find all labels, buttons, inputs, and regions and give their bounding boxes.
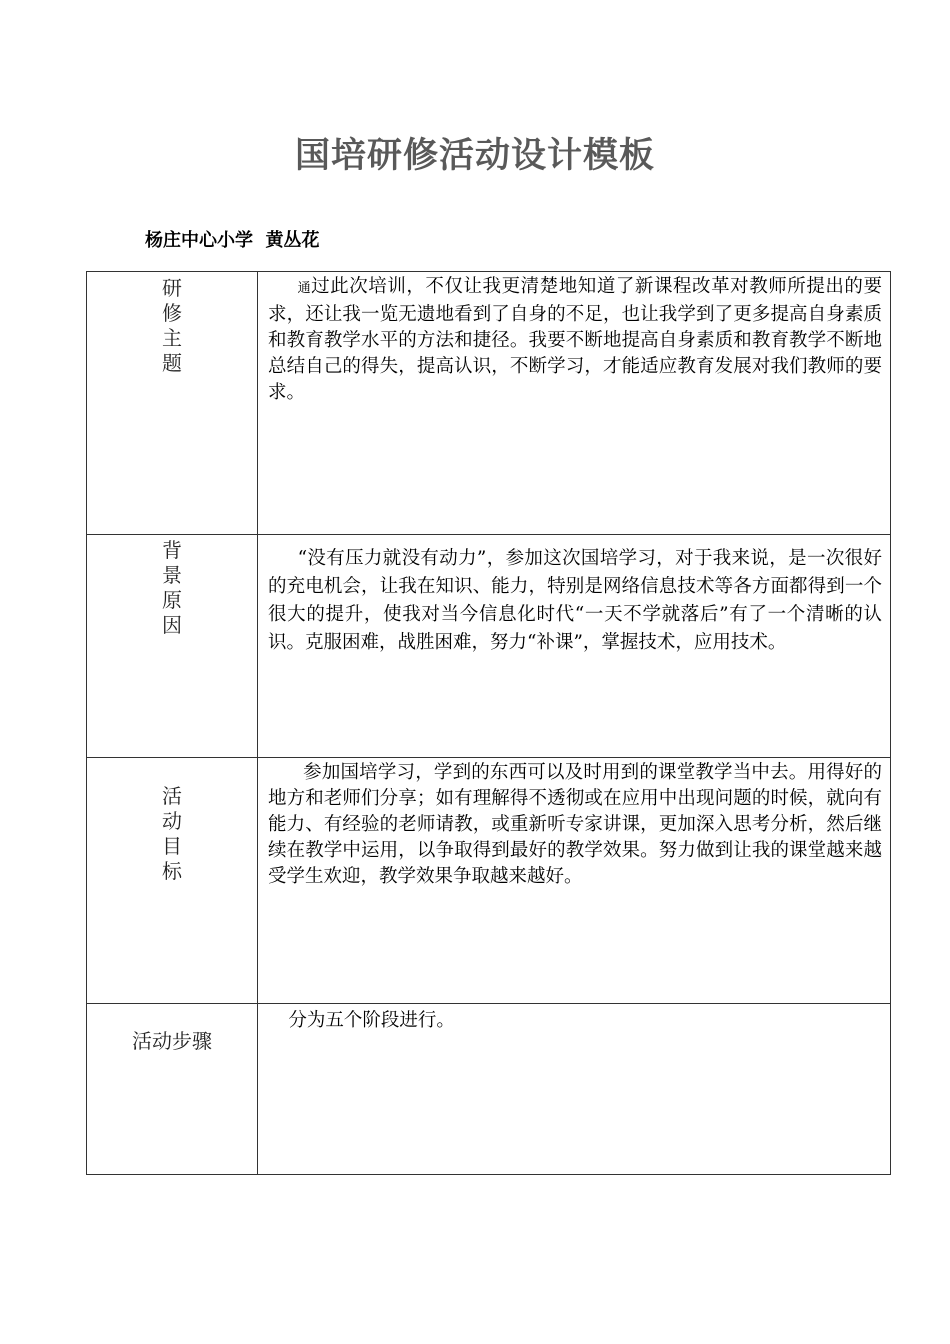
table-row-background	[87, 535, 891, 758]
label-cell-theme	[87, 272, 258, 535]
table-row-steps	[87, 1004, 891, 1175]
label-cell-steps	[87, 1004, 258, 1175]
label-cell-goal	[87, 758, 258, 1004]
table-row-theme	[87, 272, 891, 535]
row-content-theme: 通过此次培训，不仅让我更清楚地知道了新课程改革对教师所提出的要求，还让我一览无遗地看到了自身的不足，也让我学到了更多提高自身素质和教育教学水平的方法和捷径。我要不断地提高自身素质和教育教学不断地总结自己的得失，提高认识，不断学习，才能适应教育发展对我们教师的要求。	[268, 276, 882, 403]
row-content-background: “没有压力就没有动力”，参加这次国培学习，对于我来说，是一次很好的充电机会，让我在知识、能力，特别是网络信息技术等各方面都得到一个很大的提升，使我对当今信息化时代“一天不学就落后”有了一个清晰的认识。克服困难，战胜困难，努力“补课”，掌握技术，应用技术。	[268, 548, 882, 653]
row-label-theme: 研修主题	[162, 276, 182, 375]
row-label-steps: 活动步骤	[132, 1029, 212, 1053]
document-title: 国培研修活动设计模板	[294, 136, 655, 176]
label-cell-background	[87, 535, 258, 758]
content-cell-background	[258, 535, 891, 758]
row-content-steps: 分为五个阶段进行。	[288, 1010, 455, 1031]
table-row-goal	[87, 758, 891, 1004]
content-cell-steps	[258, 1004, 891, 1175]
row-label-background: 背景原因	[162, 538, 182, 637]
row-content-goal: 参加国培学习，学到的东西可以及时用到的课堂教学当中去。用得好的地方和老师们分享；如有理解得不透彻或在应用中出现问题的时候，就向有能力、有经验的老师请教，或重新听专家讲课，更加深入思考分析，然后继续在教学中运用，以争取得到最好的教学效果。努力做到让我的课堂越来越受学生欢迎，教学效果争取越来越好。	[268, 762, 882, 887]
author-line: 杨庄中心小学 黄丛花	[145, 230, 320, 251]
content-cell-goal	[258, 758, 891, 1004]
content-cell-theme	[258, 272, 891, 535]
activity-design-table	[86, 271, 891, 1175]
row-label-goal: 活动目标	[162, 784, 182, 883]
